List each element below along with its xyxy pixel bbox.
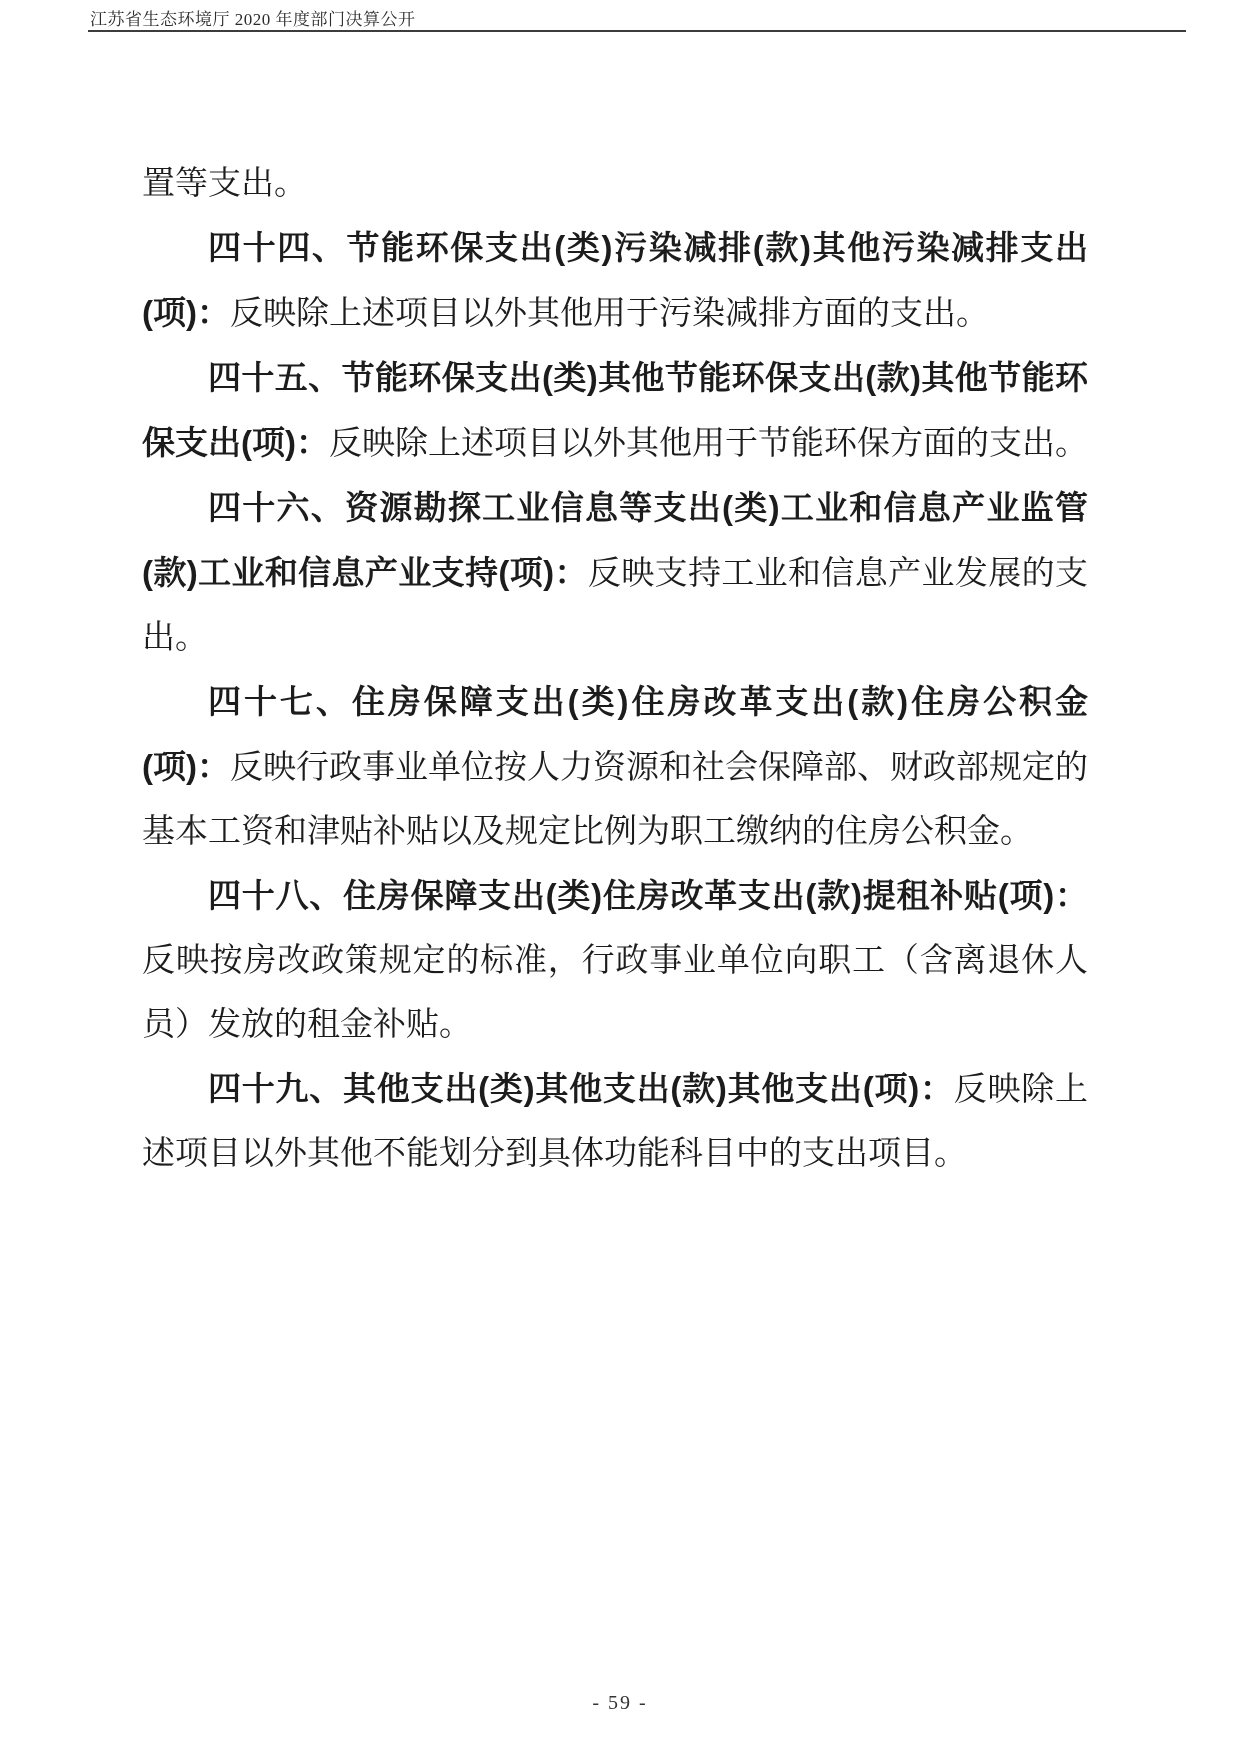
header-rule — [88, 30, 1186, 32]
page-number: - 59 - — [592, 1692, 648, 1714]
page-header-title: 江苏省生态环境厅 2020 年度部门决算公开 — [90, 10, 416, 29]
description-segment: 反映行政事业单位按人力资源和社会保障部、财政部规定的基本工资和津贴补贴以及规定比例为职工缴纳的住房公积金。 — [142, 750, 1088, 850]
description-segment: 置等支出。 — [142, 166, 307, 202]
paragraph — [142, 476, 1088, 670]
paragraph — [142, 152, 1088, 216]
paragraph — [142, 346, 1088, 476]
paragraph — [142, 216, 1088, 346]
expenditure-heading-segment: 四十八、住房保障支出(类)住房改革支出(款)提租补贴(项)： — [208, 877, 1088, 914]
expenditure-heading-segment: 四十九、其他支出(类)其他支出(款)其他支出(项)： — [208, 1070, 954, 1107]
paragraph — [142, 670, 1088, 864]
document-body — [142, 152, 1088, 1186]
expenditure-heading-segment: 四十五、节能环保支出(类)其他节能环保支出(款)其他节能环保支出(项)： — [142, 359, 1088, 461]
paragraph — [142, 864, 1088, 1057]
expenditure-heading-segment: 四十六、资源勘探工业信息等支出(类)工业和信息产业监管(款)工业和信息产业支持(项)： — [142, 489, 1088, 591]
description-segment: 反映除上述项目以外其他用于污染减排方面的支出。 — [229, 296, 989, 332]
expenditure-heading-segment: 四十七、住房保障支出(类)住房改革支出(款)住房公积金(项)： — [142, 683, 1088, 785]
description-segment: 反映按房改政策规定的标准，行政事业单位向职工（含离退休人员）发放的租金补贴。 — [142, 943, 1088, 1043]
expenditure-heading-segment: 四十四、节能环保支出(类)污染减排(款)其他污染减排支出(项)： — [142, 229, 1088, 331]
description-segment: 反映除上述项目以外其他不能划分到具体功能科目中的支出项目。 — [142, 1072, 1089, 1172]
paragraph — [142, 1057, 1088, 1186]
description-segment: 反映支持工业和信息产业发展的支出。 — [142, 556, 1088, 656]
description-segment: 反映除上述项目以外其他用于节能环保方面的支出。 — [328, 426, 1088, 462]
